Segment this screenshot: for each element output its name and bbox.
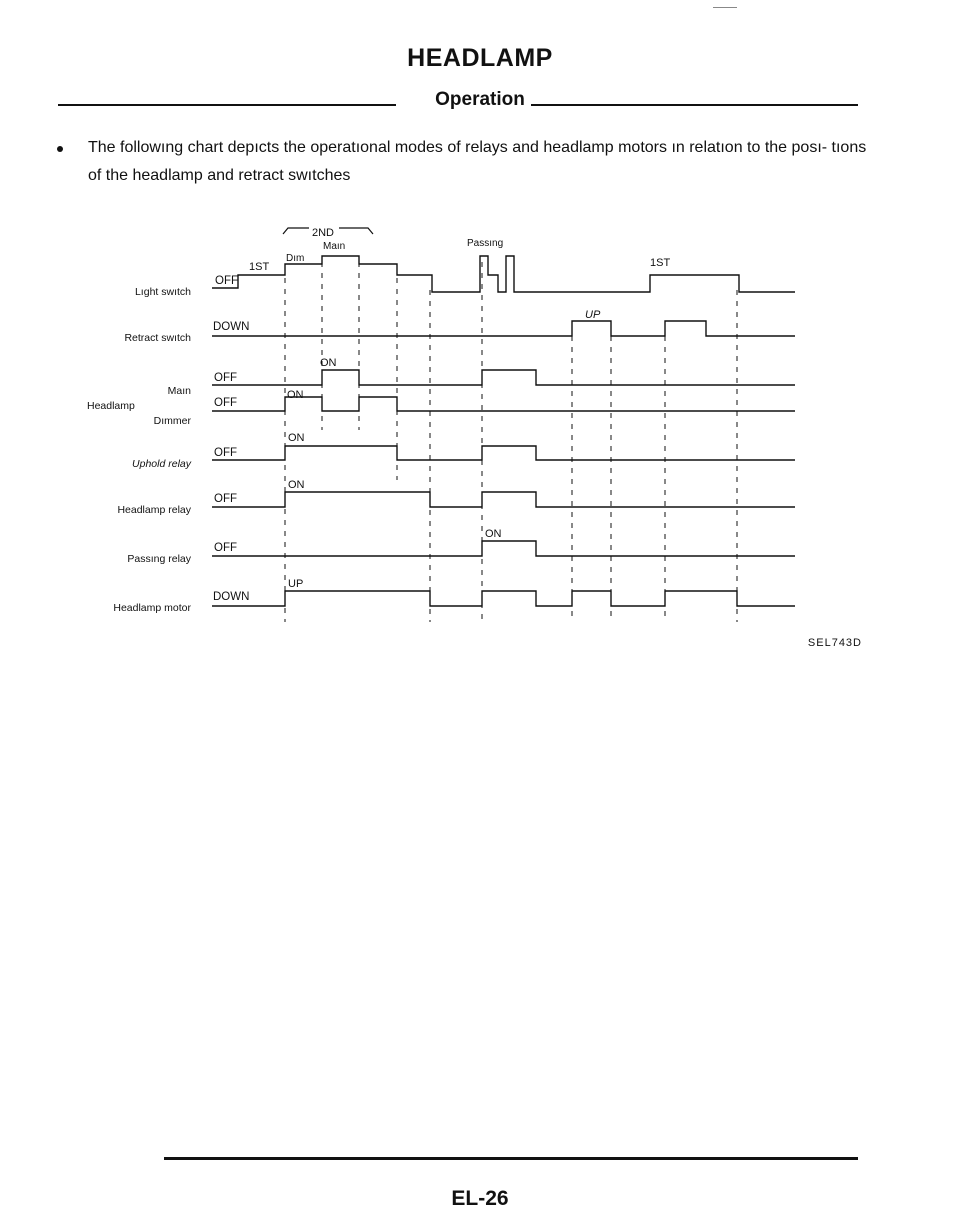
state-main-off: OFF — [214, 372, 237, 384]
waveform-passing-relay — [212, 541, 795, 556]
state-retract-down: DOWN — [213, 321, 250, 333]
label-headlamp: Headlamp — [87, 400, 135, 412]
waveform-retract-switch — [212, 321, 795, 336]
annot-up-retract: UP — [585, 309, 601, 321]
label-light-switch: Lıght swıtch — [134, 286, 191, 298]
intro-text: The followıng chart depıcts the operatıonal modes of relays and headlamp motors ın relatıon to the posı- tıons of the headlamp and retract swıtches — [88, 139, 867, 184]
annot-on-uphold: ON — [288, 432, 305, 444]
annot-up-motor: UP — [288, 578, 304, 590]
label-headlamp-main: Maın — [167, 385, 191, 397]
page-title: HEADLAMP — [407, 44, 553, 72]
state-dimmer-off: OFF — [214, 397, 237, 409]
page-number: EL-26 — [451, 1187, 509, 1210]
annot-on-main: ON — [320, 357, 337, 369]
annot-1st-left: 1ST — [249, 261, 270, 273]
label-retract-switch: Retract swıtch — [124, 332, 191, 344]
state-passing-relay-off: OFF — [214, 542, 237, 554]
waveform-uphold-relay — [212, 446, 795, 460]
annot-1st-right: 1ST — [650, 257, 671, 269]
state-motor-down: DOWN — [213, 591, 250, 603]
annot-main: Maın — [323, 241, 346, 252]
waveform-headlamp-motor — [212, 591, 795, 606]
annot-on-headlamp-relay: ON — [288, 479, 305, 491]
figure-code: SEL743D — [807, 637, 862, 649]
footer-rule — [164, 1157, 858, 1160]
annot-2nd: 2ND — [312, 227, 335, 239]
annot-on-passing-relay: ON — [485, 528, 502, 540]
annot-passing: Passıng — [467, 238, 504, 249]
section-title-text: Operation — [429, 89, 531, 110]
label-headlamp-motor: Headlamp motor — [113, 602, 191, 614]
label-uphold-relay: Uphold relay — [132, 458, 191, 470]
label-passing-relay: Passıng relay — [127, 553, 191, 565]
waveform-headlamp-main — [212, 370, 795, 385]
annot-dim: Dım — [286, 253, 305, 264]
label-headlamp-relay: Headlamp relay — [117, 504, 191, 516]
label-headlamp-dimmer: Dımmer — [153, 415, 191, 427]
state-uphold-off: OFF — [214, 447, 237, 459]
waveform-headlamp-relay — [212, 492, 795, 507]
state-headlamp-relay-off: OFF — [214, 493, 237, 505]
annot-on-dimmer: ON — [287, 389, 304, 401]
state-light-off: OFF — [215, 275, 238, 287]
